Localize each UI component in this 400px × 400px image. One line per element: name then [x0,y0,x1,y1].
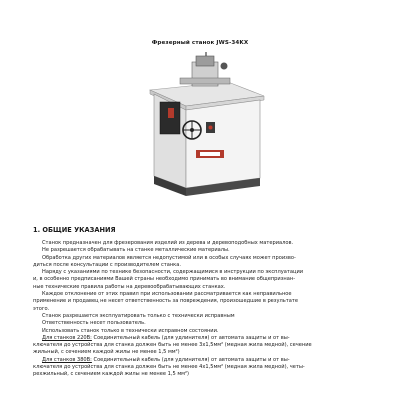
connection-line: рехжильный, с сечением каждой жилы не менее 1,5 мм²) [33,371,190,378]
connection-label: Для станков 380В: [42,356,92,363]
section-heading: 1. ОБЩИЕ УКАЗАНИЯ [33,226,116,234]
connection-line [33,357,373,364]
connection-text: Соединительный кабель (для удлинителя) от автомата защиты и от вы- [91,356,290,363]
shaper-machine-illustration [140,52,270,200]
paragraph-line: ные технические правила работы на деревообрабатывающих станках. [33,283,226,290]
connection-line: ключателя до устройства для станка должен быть не менее 4х1,5мм² (медная жила медной), четы- [33,364,305,371]
body-text [33,240,373,400]
connection-line [33,335,373,342]
paragraph-line: этого. [33,305,50,312]
paragraph-line: Станок предназначен для фрезерования изделий из дерева и деревоподобных материалов. [42,240,294,246]
connection-text: Соединительный кабель (для удлинителя) от автомата защиты и от вы- [91,334,290,341]
paragraph-line: Использовать станок только в технически исправном состоянии. [42,327,219,334]
paragraph-line: Каждое отклонение от этих правил при использовании рассматривается как неправильное [42,291,292,298]
paragraph-line: Обработка других материалов является недопустимой или в особых случаях может произво- [42,254,296,261]
connection-line: жильный, с сечением каждой жилы не менее 1,5 мм²) [33,349,180,356]
paragraph-line: Не разрешается обрабатывать на станке металлические материалы. [42,247,230,254]
document-title: Фрезерный станок JWS-34KX [151,40,249,46]
paragraph-line: диться после консультации с производителем станка. [33,261,181,268]
paragraph-line: Ответственность несет пользователь. [42,320,146,327]
paragraph-line: Станок разрешается эксплуатировать только с технически исправным [42,312,235,319]
connection-label: Для станков 220В: [42,334,92,341]
paragraph-line: и, в особенно предписаниями Вашей страны необходимо принимать во внимание общепризнан- [33,276,296,283]
paragraph-line: применение и продавец не несет ответственность за повреждения, произошедшие в результате [33,298,298,305]
paragraph-line: Наряду с указаниями по технике безопасности, содержащимися в инструкции по эксплуатации [42,269,304,276]
connection-line: ключателя до устройства для станка должен быть не менее 3х1,5мм² (медная жила медной), сечение [33,342,312,349]
